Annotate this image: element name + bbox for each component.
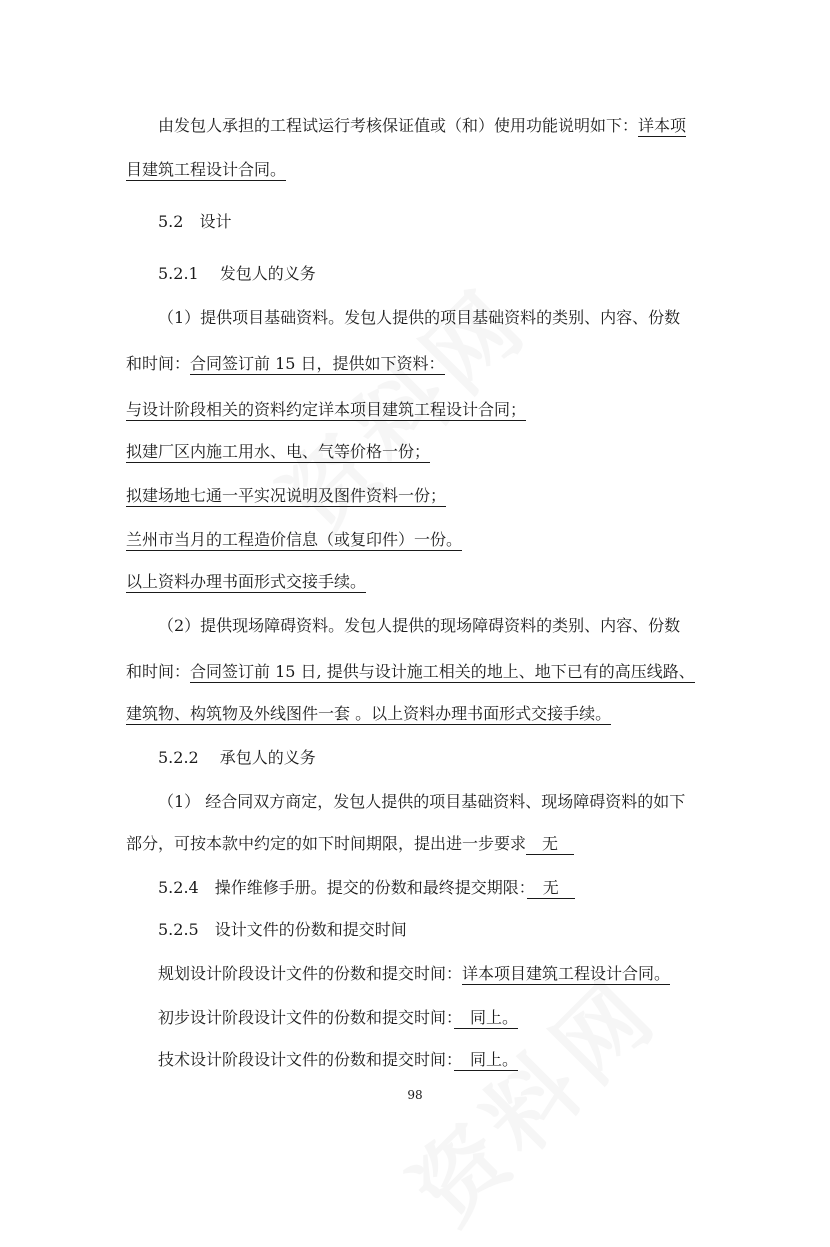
underlined-fill: 合同签订前 15 日，提供如下资料：	[190, 354, 445, 373]
line-text: 5.2.4 操作维修手册。提交的份数和最终提交期限：	[158, 878, 527, 897]
underlined-fill: 同上。	[454, 1008, 519, 1027]
line-text: 技术设计阶段设计文件的份数和提交时间：	[158, 1050, 455, 1069]
text-line	[126, 158, 286, 182]
text-line	[126, 398, 526, 422]
text-line	[158, 114, 686, 138]
underlined-fill: 无	[526, 878, 575, 897]
text-line	[126, 440, 430, 464]
text-line	[158, 614, 680, 638]
line-text: 规划设计阶段设计文件的份数和提交时间：	[158, 964, 463, 983]
text-line	[126, 702, 611, 726]
text-line	[158, 1048, 518, 1072]
text-line	[158, 962, 670, 986]
underlined-fill: 与设计阶段相关的资料约定详本项目建筑工程设计合同；	[126, 400, 527, 419]
underlined-fill: 无	[526, 834, 575, 853]
line-text: （1）提供项目基础资料。发包人提供的项目基础资料的类别、内容、份数	[158, 308, 681, 327]
text-line	[126, 832, 574, 856]
underlined-fill: 以上资料办理书面形式交接手续。	[126, 572, 367, 591]
section-heading	[158, 210, 231, 234]
text-line	[126, 352, 445, 376]
page-number: 98	[407, 1088, 423, 1102]
line-text: 由发包人承担的工程试运行考核保证值或（和）使用功能说明如下：	[158, 116, 639, 135]
text-line	[126, 660, 695, 684]
underlined-fill: 兰州市当月的工程造价信息（或复印件）一份。	[126, 530, 463, 549]
text-line	[126, 528, 462, 552]
line-text: 5.2 设计	[158, 212, 232, 231]
text-line	[126, 570, 366, 594]
underlined-fill: 同上。	[454, 1050, 519, 1069]
line-text: （2）提供现场障碍资料。发包人提供的现场障碍资料的类别、内容、份数	[158, 616, 681, 635]
line-text: 初步设计阶段设计文件的份数和提交时间：	[158, 1008, 455, 1027]
text-line	[126, 484, 446, 508]
text-line	[158, 306, 680, 330]
line-text: 5.2.1 发包人的义务	[158, 264, 316, 283]
text-line	[158, 876, 575, 900]
line-text: 部分，可按本款中约定的如下时间期限，提出进一步要求	[126, 834, 527, 853]
line-text: （1） 经合同双方商定，发包人提供的项目基础资料、现场障碍资料的如下	[158, 792, 686, 811]
line-text: 5.2.5 设计文件的份数和提交时间	[158, 920, 407, 939]
section-heading	[158, 918, 407, 942]
underlined-fill: 拟建厂区内施工用水、电、气等价格一份；	[126, 442, 431, 461]
underlined-fill: 详本项目建筑工程设计合同。	[462, 964, 671, 983]
underlined-fill: 建筑物、构筑物及外线图件一套 。以上资料办理书面形式交接手续。	[126, 704, 612, 723]
underlined-fill: 详本项	[638, 116, 687, 135]
underlined-fill: 合同签订前 15 日, 提供与设计施工相关的地上、地下已有的高压线路、	[190, 662, 695, 681]
line-text: 5.2.2 承包人的义务	[158, 748, 316, 767]
text-line	[158, 1006, 518, 1030]
underlined-fill: 拟建场地七通一平实况说明及图件资料一份；	[126, 486, 447, 505]
line-text: 和时间：	[126, 354, 191, 373]
section-heading	[158, 746, 316, 770]
underlined-fill: 目建筑工程设计合同。	[126, 160, 287, 179]
section-heading	[158, 262, 316, 286]
line-text: 和时间：	[126, 662, 191, 681]
text-line	[158, 790, 685, 814]
